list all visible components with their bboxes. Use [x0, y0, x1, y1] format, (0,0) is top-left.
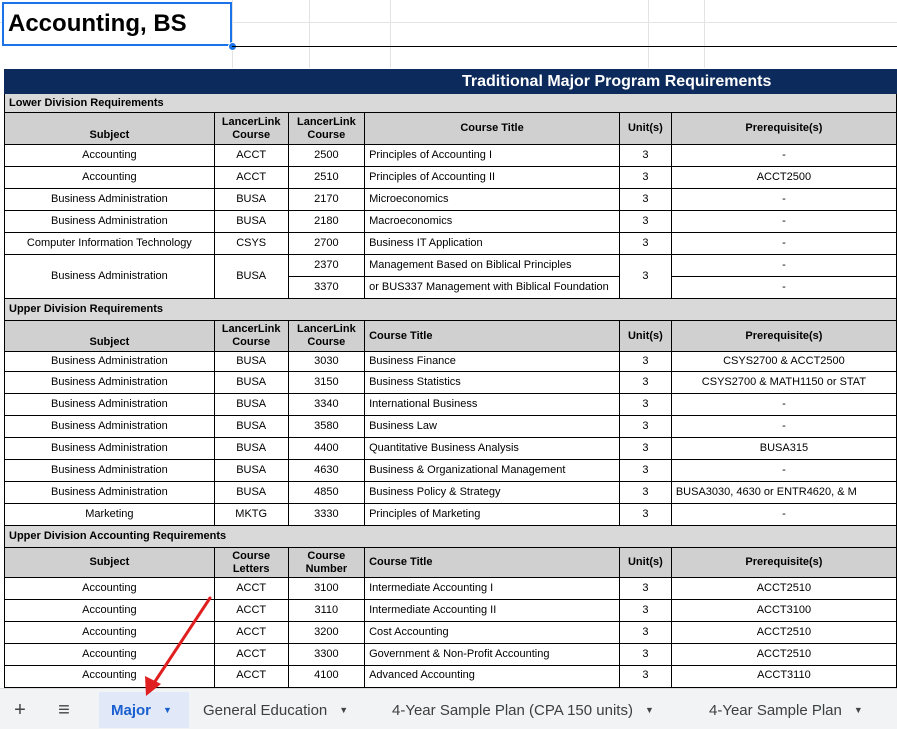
number-cell[interactable]: 3580 — [288, 416, 365, 438]
letters-cell[interactable]: BUSA — [214, 255, 288, 299]
chevron-down-icon[interactable]: ▼ — [853, 705, 863, 715]
title-cell[interactable]: Business & Organizational Management — [365, 460, 620, 482]
header-line: LancerLink — [221, 115, 281, 128]
header-course-number[interactable] — [288, 548, 365, 578]
letters-cell[interactable]: ACCT — [214, 644, 288, 666]
letters-cell[interactable]: ACCT — [214, 578, 288, 600]
prereq-cell[interactable]: - — [671, 233, 896, 255]
number-cell[interactable]: 2170 — [288, 189, 365, 211]
subject-cell[interactable]: Accounting — [5, 145, 215, 167]
header-course-letters[interactable] — [214, 321, 288, 352]
title-underline — [232, 46, 897, 47]
header-line: Letters — [232, 562, 270, 575]
header-line: Course — [232, 336, 271, 348]
prereq-cell[interactable]: - — [671, 211, 896, 233]
subject-cell[interactable]: Accounting — [5, 578, 215, 600]
subject-cell[interactable]: Business Administration — [5, 211, 215, 233]
number-cell[interactable]: 3340 — [288, 394, 365, 416]
table-row — [5, 416, 897, 438]
hamburger-menu-icon[interactable]: ≡ — [58, 698, 70, 721]
units-cell[interactable]: 3 — [619, 394, 671, 416]
prereq-cell[interactable]: ACCT3110 — [671, 666, 896, 688]
letters-cell[interactable]: ACCT — [214, 145, 288, 167]
title-cell[interactable]: Intermediate Accounting II — [365, 600, 620, 622]
header-course-letters[interactable] — [214, 548, 288, 578]
table-row — [5, 578, 897, 600]
number-cell[interactable]: 3300 — [288, 644, 365, 666]
selected-title-cell[interactable]: Accounting, BS — [2, 2, 232, 46]
letters-cell[interactable]: BUSA — [214, 394, 288, 416]
letters-cell[interactable]: ACCT — [214, 167, 288, 189]
letters-cell[interactable]: BUSA — [214, 460, 288, 482]
number-cell[interactable]: 2180 — [288, 211, 365, 233]
prereq-cell[interactable]: BUSA3030, 4630 or ENTR4620, & M — [671, 482, 896, 504]
letters-cell[interactable]: CSYS — [214, 233, 288, 255]
header-prerequisites[interactable]: Prerequisite(s) — [671, 548, 896, 578]
subject-cell[interactable]: Business Administration — [5, 255, 215, 299]
header-course-title[interactable]: Course Title — [365, 548, 620, 578]
subject-cell[interactable]: Marketing — [5, 504, 215, 526]
prereq-cell[interactable]: - — [671, 504, 896, 526]
header-line: Course — [307, 549, 346, 562]
grid-line — [704, 0, 705, 68]
header-line: LancerLink — [297, 115, 356, 128]
header-course-title[interactable]: Course Title — [365, 113, 620, 145]
table-row — [5, 145, 897, 167]
chevron-down-icon[interactable]: ▼ — [339, 705, 349, 715]
table-row — [5, 372, 897, 394]
header-course-title[interactable]: Course Title — [365, 321, 620, 352]
number-cell[interactable]: 4100 — [288, 666, 365, 688]
units-cell[interactable]: 3 — [619, 167, 671, 189]
letters-cell[interactable]: ACCT — [214, 600, 288, 622]
title-cell[interactable]: Advanced Accounting — [365, 666, 620, 688]
table-row — [5, 504, 897, 526]
header-course-number[interactable] — [288, 321, 365, 352]
prereq-cell[interactable]: - — [671, 460, 896, 482]
subject-cell[interactable]: Accounting — [5, 622, 215, 644]
prereq-cell[interactable]: CSYS2700 & ACCT2500 — [671, 352, 896, 372]
letters-cell[interactable]: ACCT — [214, 622, 288, 644]
tab-label: Major — [111, 701, 152, 719]
header-subject[interactable]: Subject — [5, 321, 215, 352]
tab-label: 4-Year Sample Plan — [709, 701, 842, 719]
table-row — [5, 394, 897, 416]
table-row — [5, 255, 897, 277]
units-cell[interactable]: 3 — [619, 145, 671, 167]
accounting-division-heading[interactable]: Upper Division Accounting Requirements — [5, 526, 897, 548]
letters-cell[interactable]: BUSA — [214, 211, 288, 233]
number-cell[interactable]: 3330 — [288, 504, 365, 526]
title-cell[interactable]: Business Policy & Strategy — [365, 482, 620, 504]
letters-cell[interactable]: MKTG — [214, 504, 288, 526]
title-cell[interactable]: Principles of Accounting I — [365, 145, 620, 167]
section-row — [5, 94, 897, 113]
units-cell[interactable]: 3 — [619, 666, 671, 688]
title-cell[interactable]: Business Law — [365, 416, 620, 438]
subject-cell[interactable]: Business Administration — [5, 394, 215, 416]
header-line: Course — [232, 128, 271, 141]
prereq-cell[interactable]: ACCT2500 — [671, 167, 896, 189]
table-row — [5, 600, 897, 622]
letters-cell[interactable]: BUSA — [214, 438, 288, 460]
section-row — [5, 526, 897, 548]
tab-4-year-sample-plan-cpa[interactable] — [380, 692, 666, 728]
letters-cell[interactable]: BUSA — [214, 189, 288, 211]
prereq-cell[interactable]: ACCT2510 — [671, 578, 896, 600]
upper-division-heading[interactable]: Upper Division Requirements — [5, 299, 897, 321]
letters-cell[interactable]: BUSA — [214, 482, 288, 504]
units-cell[interactable]: 3 — [619, 255, 671, 299]
subject-cell[interactable]: Business Administration — [5, 482, 215, 504]
grid-line — [648, 0, 649, 68]
tab-label: General Education — [203, 701, 328, 719]
table-row — [5, 438, 897, 460]
table-row — [5, 644, 897, 666]
table-row — [5, 189, 897, 211]
title-cell[interactable]: Principles of Accounting II — [365, 167, 620, 189]
units-cell[interactable]: 3 — [619, 416, 671, 438]
header-units[interactable]: Unit(s) — [619, 321, 671, 352]
title-cell[interactable]: Management Based on Biblical Principles — [365, 255, 620, 277]
header-row — [5, 113, 897, 145]
header-row — [5, 548, 897, 578]
title-cell[interactable]: Microeconomics — [365, 189, 620, 211]
header-subject[interactable]: Subject — [5, 113, 215, 145]
subject-cell[interactable]: Business Administration — [5, 189, 215, 211]
number-cell[interactable]: 2510 — [288, 167, 365, 189]
tab-4-year-sample-plan[interactable] — [697, 692, 875, 728]
units-cell[interactable]: 3 — [619, 372, 671, 394]
chevron-down-icon[interactable]: ▼ — [163, 705, 172, 715]
number-cell[interactable]: 2370 — [288, 255, 365, 277]
table-row — [5, 460, 897, 482]
title-cell[interactable]: International Business — [365, 394, 620, 416]
prereq-cell[interactable]: CSYS2700 & MATH1150 or STAT — [671, 372, 896, 394]
chevron-down-icon[interactable]: ▼ — [644, 705, 654, 715]
title-cell[interactable]: Business Statistics — [365, 372, 620, 394]
table-row — [5, 352, 897, 372]
subject-cell[interactable]: Accounting — [5, 167, 215, 189]
title-cell[interactable]: Intermediate Accounting I — [365, 578, 620, 600]
number-cell[interactable]: 4850 — [288, 482, 365, 504]
units-cell[interactable]: 3 — [619, 189, 671, 211]
program-banner[interactable]: Traditional Major Program Requirements — [5, 70, 897, 94]
header-line: Course — [307, 336, 346, 348]
plus-icon[interactable]: + — [14, 698, 26, 721]
table-row — [5, 666, 897, 688]
header-line: LancerLink — [221, 323, 281, 335]
section-row — [5, 299, 897, 321]
sheet-tab-bar — [0, 688, 897, 729]
prereq-cell[interactable]: - — [671, 189, 896, 211]
table-row — [5, 167, 897, 189]
prereq-cell[interactable]: - — [671, 416, 896, 438]
grid-line — [232, 0, 233, 68]
units-cell[interactable]: 3 — [619, 438, 671, 460]
subject-cell[interactable]: Business Administration — [5, 372, 215, 394]
header-subject[interactable]: Subject — [5, 548, 215, 578]
subject-cell[interactable]: Business Administration — [5, 352, 215, 372]
units-cell[interactable]: 3 — [619, 211, 671, 233]
title-cell[interactable]: Cost Accounting — [365, 622, 620, 644]
units-cell[interactable]: 3 — [619, 578, 671, 600]
grid-line — [390, 0, 391, 68]
header-course-number[interactable] — [288, 113, 365, 145]
letters-cell[interactable]: BUSA — [214, 352, 288, 372]
header-prerequisites[interactable]: Prerequisite(s) — [671, 321, 896, 352]
subject-cell[interactable]: Business Administration — [5, 460, 215, 482]
header-course-letters[interactable] — [214, 113, 288, 145]
prereq-cell[interactable]: BUSA315 — [671, 438, 896, 460]
subject-cell[interactable]: Computer Information Technology — [5, 233, 215, 255]
prereq-cell[interactable]: - — [671, 277, 896, 299]
prereq-cell[interactable]: - — [671, 394, 896, 416]
title-cell[interactable]: or BUS337 Management with Biblical Foundation — [365, 277, 620, 299]
number-cell[interactable]: 4630 — [288, 460, 365, 482]
title-cell[interactable]: Macroeconomics — [365, 211, 620, 233]
prereq-cell[interactable]: - — [671, 145, 896, 167]
lower-division-heading[interactable]: Lower Division Requirements — [5, 94, 897, 113]
subject-cell[interactable]: Accounting — [5, 666, 215, 688]
title-cell[interactable]: Business Finance — [365, 352, 620, 372]
number-cell[interactable]: 4400 — [288, 438, 365, 460]
prereq-cell[interactable]: ACCT2510 — [671, 644, 896, 666]
prereq-cell[interactable]: - — [671, 255, 896, 277]
number-cell[interactable]: 3150 — [288, 372, 365, 394]
table-row — [5, 622, 897, 644]
units-cell[interactable]: 3 — [619, 622, 671, 644]
number-cell[interactable]: 3370 — [288, 277, 365, 299]
header-line: Course — [307, 128, 346, 141]
prereq-cell[interactable]: ACCT2510 — [671, 622, 896, 644]
subject-cell[interactable]: Accounting — [5, 644, 215, 666]
units-cell[interactable]: 3 — [619, 460, 671, 482]
number-cell[interactable]: 2700 — [288, 233, 365, 255]
tab-label: 4-Year Sample Plan (CPA 150 units) — [392, 701, 633, 719]
prereq-cell[interactable]: ACCT3100 — [671, 600, 896, 622]
header-units[interactable]: Unit(s) — [619, 113, 671, 145]
tab-major[interactable] — [99, 692, 189, 728]
tab-general-education[interactable] — [191, 692, 360, 728]
number-cell[interactable]: 3100 — [288, 578, 365, 600]
title-cell[interactable]: Quantitative Business Analysis — [365, 438, 620, 460]
units-cell[interactable]: 3 — [619, 233, 671, 255]
units-cell[interactable]: 3 — [619, 600, 671, 622]
header-line: LancerLink — [297, 323, 356, 335]
title-cell[interactable]: Government & Non-Profit Accounting — [365, 644, 620, 666]
units-cell[interactable]: 3 — [619, 482, 671, 504]
units-cell[interactable]: 3 — [619, 504, 671, 526]
banner-row — [5, 70, 897, 94]
letters-cell[interactable]: BUSA — [214, 372, 288, 394]
grid-line — [309, 0, 310, 68]
requirements-table — [4, 69, 897, 688]
number-cell[interactable]: 2500 — [288, 145, 365, 167]
letters-cell[interactable]: ACCT — [214, 666, 288, 688]
units-cell[interactable]: 3 — [619, 644, 671, 666]
title-cell[interactable]: Business IT Application — [365, 233, 620, 255]
table-row — [5, 482, 897, 504]
header-prerequisites[interactable]: Prerequisite(s) — [671, 113, 896, 145]
letters-cell[interactable]: BUSA — [214, 416, 288, 438]
subject-cell[interactable]: Business Administration — [5, 438, 215, 460]
header-units[interactable]: Unit(s) — [619, 548, 671, 578]
table-row — [5, 211, 897, 233]
table-row — [5, 233, 897, 255]
header-line: Number — [305, 562, 348, 575]
number-cell[interactable]: 3110 — [288, 600, 365, 622]
subject-cell[interactable]: Business Administration — [5, 416, 215, 438]
number-cell[interactable]: 3030 — [288, 352, 365, 372]
header-row — [5, 321, 897, 352]
subject-cell[interactable]: Accounting — [5, 600, 215, 622]
number-cell[interactable]: 3200 — [288, 622, 365, 644]
units-cell[interactable]: 3 — [619, 352, 671, 372]
header-line: Course — [232, 549, 271, 562]
title-cell[interactable]: Principles of Marketing — [365, 504, 620, 526]
